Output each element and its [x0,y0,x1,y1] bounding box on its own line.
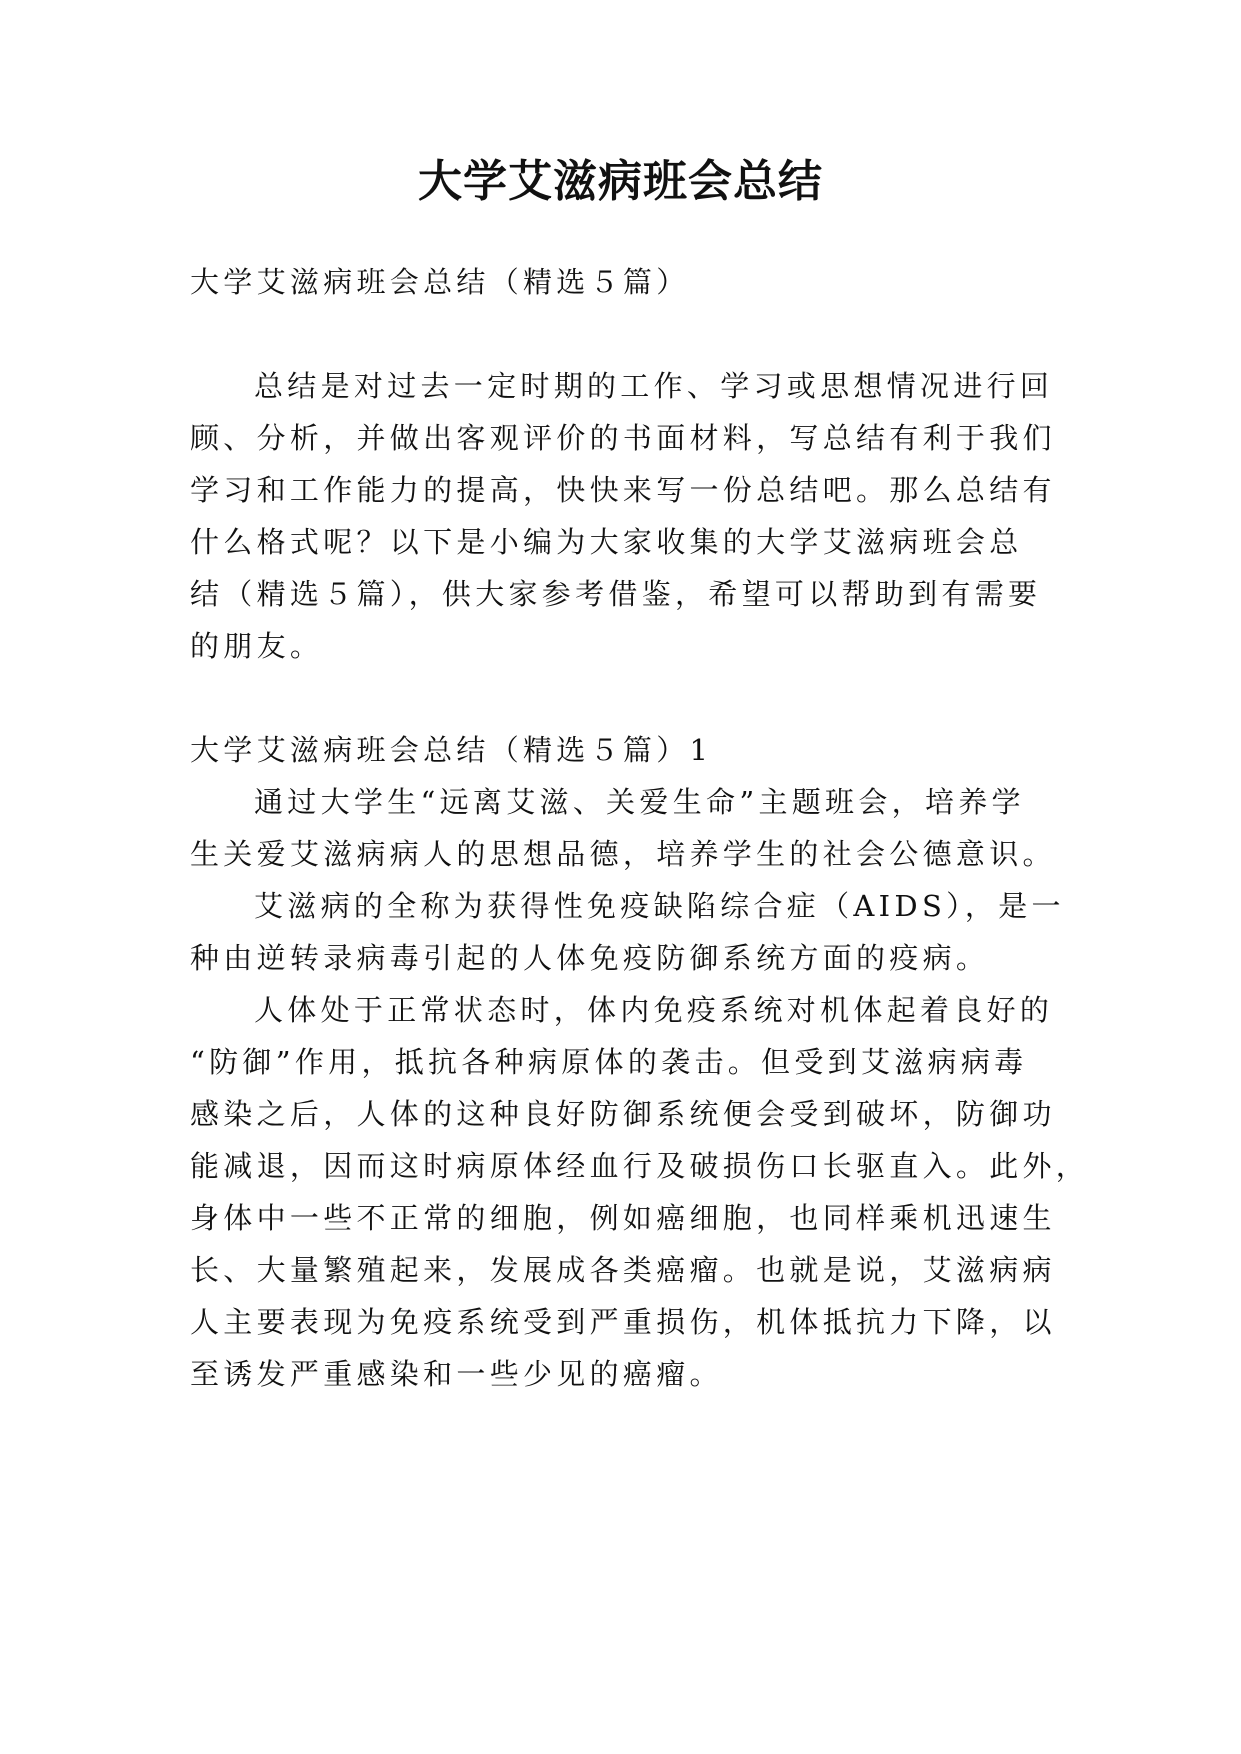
section-line: 身体中一些不正常的细胞，例如癌细胞，也同样乘机迅速生 [190,1201,1056,1235]
section-line: 艾滋病的全称为获得性免疫缺陷综合症（AIDS），是一 [254,889,1065,923]
section-heading: 大学艾滋病班会总结（精选５篇）1 [190,733,713,767]
intro-line: 结（精选５篇），供大家参考借鉴，希望可以帮助到有需要 [190,577,1042,611]
section-line: 通过大学生“远离艾滋、关爱生命”主题班会，培养学 [254,785,1025,819]
document-title: 大学艾滋病班会总结 [418,156,823,207]
section-line: “防御”作用，抵抗各种病原体的袭击。但受到艾滋病病毒 [190,1045,1028,1079]
section-line: 种由逆转录病毒引起的人体免疫防御系统方面的疫病。 [190,941,990,975]
intro-line: 的朋友。 [190,629,324,663]
section-line: 长、大量繁殖起来，发展成各类癌瘤。也就是说，艾滋病病 [190,1253,1056,1287]
subtitle: 大学艾滋病班会总结（精选５篇） [190,265,690,299]
intro-line: 顾、分析，并做出客观评价的书面材料，写总结有利于我们 [190,421,1056,455]
section-line: 人体处于正常状态时，体内免疫系统对机体起着良好的 [254,993,1054,1027]
section-line: 能减退，因而这时病原体经血行及破损伤口长驱直入。此外， [190,1149,1090,1183]
intro-line: 什么格式呢？以下是小编为大家收集的大学艾滋病班会总 [190,525,1023,559]
section-line: 至诱发严重感染和一些少见的癌瘤。 [190,1357,723,1391]
intro-line: 总结是对过去一定时期的工作、学习或思想情况进行回 [254,369,1054,403]
intro-line: 学习和工作能力的提高，快快来写一份总结吧。那么总结有 [190,473,1056,507]
section-line: 感染之后，人体的这种良好防御系统便会受到破坏，防御功 [190,1097,1056,1131]
section-line: 生关爱艾滋病病人的思想品德，培养学生的社会公德意识。 [190,837,1056,871]
section-line: 人主要表现为免疫系统受到严重损伤，机体抵抗力下降，以 [190,1305,1056,1339]
